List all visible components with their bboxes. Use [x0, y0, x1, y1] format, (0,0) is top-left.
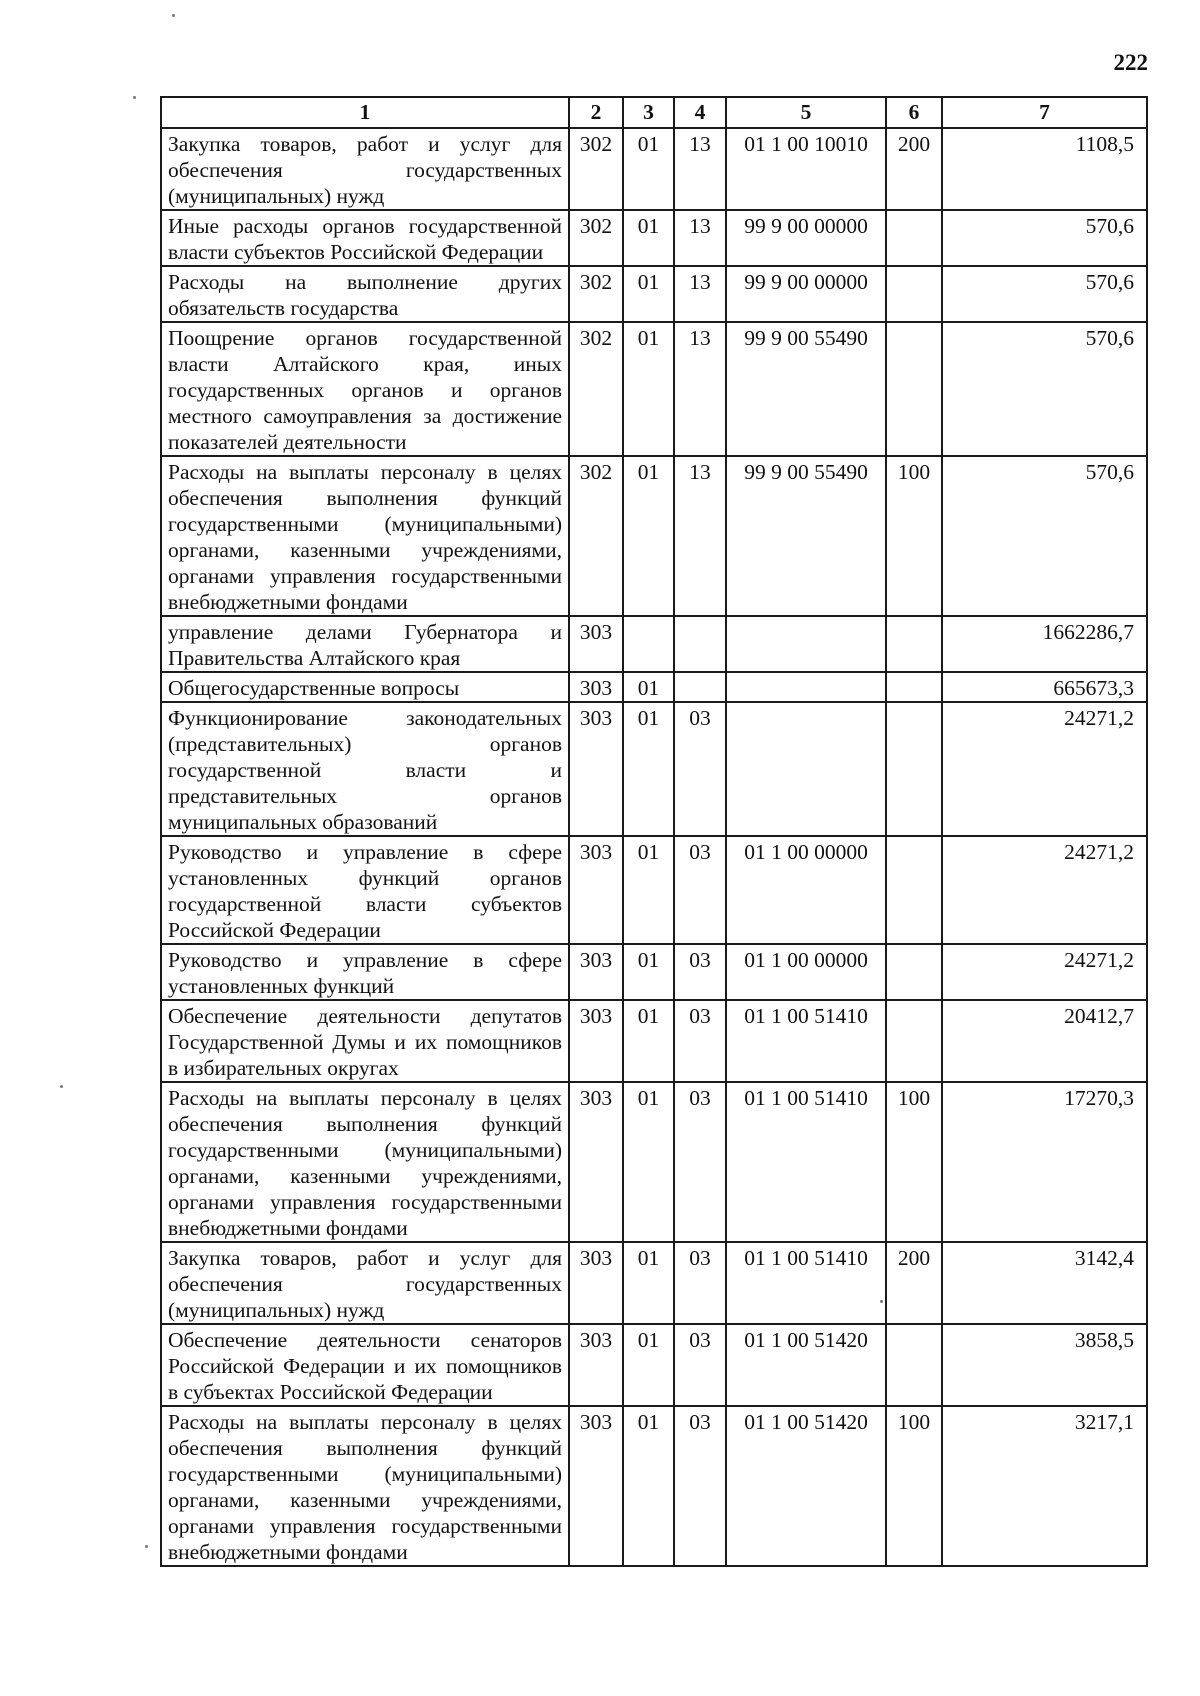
department-code-cell: 302	[569, 266, 623, 322]
section-code-cell: 01	[623, 702, 674, 836]
expense-type-cell	[886, 1000, 942, 1082]
amount-cell: 570,6	[942, 210, 1147, 266]
target-item-cell: 01 1 00 51410	[726, 1000, 886, 1082]
section-code-cell: 01	[623, 1324, 674, 1406]
target-item-cell: 99 9 00 55490	[726, 322, 886, 456]
header-cell: 5	[726, 97, 886, 128]
expense-name-cell: управление делами Губернатора и Правительства Алтайского края	[161, 616, 569, 672]
expense-type-cell	[886, 836, 942, 944]
table-row	[161, 266, 1147, 322]
expense-name-cell: Руководство и управление в сфере установленных функций	[161, 944, 569, 1000]
subsection-code-cell: 03	[674, 944, 726, 1000]
target-item-cell: 01 1 00 51410	[726, 1082, 886, 1242]
amount-cell: 24271,2	[942, 836, 1147, 944]
table-row	[161, 128, 1147, 210]
expense-name-cell: Закупка товаров, работ и услуг для обеспечения государственных (муниципальных) нужд	[161, 1242, 569, 1324]
section-code-cell: 01	[623, 1082, 674, 1242]
scan-speck	[172, 14, 175, 17]
header-cell: 3	[623, 97, 674, 128]
table-row	[161, 616, 1147, 672]
department-code-cell: 303	[569, 944, 623, 1000]
department-code-cell: 302	[569, 210, 623, 266]
subsection-code-cell: 03	[674, 702, 726, 836]
subsection-code-cell: 03	[674, 836, 726, 944]
expense-name-cell: Обеспечение деятельности депутатов Государственной Думы и их помощников в избирательных округах	[161, 1000, 569, 1082]
amount-cell: 1662286,7	[942, 616, 1147, 672]
header-cell: 7	[942, 97, 1147, 128]
target-item-cell: 01 1 00 51420	[726, 1406, 886, 1566]
expense-name-cell: Руководство и управление в сфере установленных функций органов государственной власти субъектов Российской Федерации	[161, 836, 569, 944]
table-row	[161, 1406, 1147, 1566]
expense-type-cell	[886, 672, 942, 702]
target-item-cell	[726, 702, 886, 836]
scan-speck	[145, 1545, 148, 1548]
amount-cell: 3217,1	[942, 1406, 1147, 1566]
amount-cell: 570,6	[942, 456, 1147, 616]
section-code-cell: 01	[623, 1406, 674, 1566]
table-body	[161, 128, 1147, 1566]
section-code-cell: 01	[623, 672, 674, 702]
department-code-cell: 303	[569, 616, 623, 672]
expense-type-cell: 200	[886, 1242, 942, 1324]
table-row	[161, 1242, 1147, 1324]
expense-type-cell: 100	[886, 456, 942, 616]
expense-name-cell: Расходы на выплаты персоналу в целях обеспечения выполнения функций государственными (муниципальными) органами, казенными учреждениями, органами управления государственными внебюджетными фондами	[161, 1406, 569, 1566]
section-code-cell: 01	[623, 322, 674, 456]
section-code-cell: 01	[623, 266, 674, 322]
subsection-code-cell: 13	[674, 210, 726, 266]
section-code-cell: 01	[623, 1242, 674, 1324]
section-code-cell: 01	[623, 210, 674, 266]
subsection-code-cell: 13	[674, 322, 726, 456]
subsection-code-cell: 03	[674, 1324, 726, 1406]
table-row	[161, 836, 1147, 944]
expense-type-cell	[886, 702, 942, 836]
expense-type-cell: 100	[886, 1082, 942, 1242]
amount-cell: 17270,3	[942, 1082, 1147, 1242]
table-row	[161, 1000, 1147, 1082]
expense-name-cell: Функционирование законодательных (представительных) органов государственной власти и представительных органов муниципальных образований	[161, 702, 569, 836]
expense-type-cell: 100	[886, 1406, 942, 1566]
table-row	[161, 456, 1147, 616]
expense-type-cell	[886, 616, 942, 672]
header-cell: 4	[674, 97, 726, 128]
subsection-code-cell	[674, 672, 726, 702]
table-row	[161, 322, 1147, 456]
section-code-cell	[623, 616, 674, 672]
header-row	[161, 97, 1147, 128]
scan-speck	[133, 96, 136, 99]
expense-name-cell: Расходы на выплаты персоналу в целях обеспечения выполнения функций государственными (муниципальными) органами, казенными учреждениями, органами управления государственными внебюджетными фондами	[161, 456, 569, 616]
table-header	[161, 97, 1147, 128]
subsection-code-cell: 03	[674, 1082, 726, 1242]
expense-name-cell: Общегосударственные вопросы	[161, 672, 569, 702]
department-code-cell: 302	[569, 128, 623, 210]
page-number: 222	[1113, 50, 1148, 75]
budget-table	[160, 96, 1148, 1567]
department-code-cell: 303	[569, 702, 623, 836]
target-item-cell: 99 9 00 55490	[726, 456, 886, 616]
subsection-code-cell	[674, 616, 726, 672]
amount-cell: 3142,4	[942, 1242, 1147, 1324]
target-item-cell: 01 1 00 00000	[726, 944, 886, 1000]
table-row	[161, 210, 1147, 266]
section-code-cell: 01	[623, 128, 674, 210]
department-code-cell: 303	[569, 1000, 623, 1082]
expense-type-cell	[886, 944, 942, 1000]
scan-speck	[60, 1085, 63, 1088]
subsection-code-cell: 13	[674, 456, 726, 616]
department-code-cell: 303	[569, 1324, 623, 1406]
scan-speck	[880, 1300, 883, 1303]
amount-cell: 24271,2	[942, 702, 1147, 836]
expense-name-cell: Закупка товаров, работ и услуг для обеспечения государственных (муниципальных) нужд	[161, 128, 569, 210]
target-item-cell: 01 1 00 51410	[726, 1242, 886, 1324]
department-code-cell: 303	[569, 672, 623, 702]
expense-type-cell: 200	[886, 128, 942, 210]
subsection-code-cell: 03	[674, 1000, 726, 1082]
department-code-cell: 303	[569, 1242, 623, 1324]
expense-name-cell: Расходы на выплаты персоналу в целях обеспечения выполнения функций государственными (муниципальными) органами, казенными учреждениями, органами управления государственными внебюджетными фондами	[161, 1082, 569, 1242]
table-row	[161, 944, 1147, 1000]
amount-cell: 665673,3	[942, 672, 1147, 702]
expense-name-cell: Иные расходы органов государственной власти субъектов Российской Федерации	[161, 210, 569, 266]
subsection-code-cell: 03	[674, 1406, 726, 1566]
subsection-code-cell: 03	[674, 1242, 726, 1324]
expense-type-cell	[886, 1324, 942, 1406]
target-item-cell	[726, 616, 886, 672]
expense-name-cell: Расходы на выполнение других обязательств государства	[161, 266, 569, 322]
header-cell: 1	[161, 97, 569, 128]
department-code-cell: 303	[569, 1082, 623, 1242]
expense-type-cell	[886, 210, 942, 266]
section-code-cell: 01	[623, 836, 674, 944]
subsection-code-cell: 13	[674, 128, 726, 210]
amount-cell: 1108,5	[942, 128, 1147, 210]
department-code-cell: 303	[569, 1406, 623, 1566]
expense-name-cell: Обеспечение деятельности сенаторов Российской Федерации и их помощников в субъектах Российской Федерации	[161, 1324, 569, 1406]
table-row	[161, 1324, 1147, 1406]
target-item-cell: 99 9 00 00000	[726, 266, 886, 322]
amount-cell: 20412,7	[942, 1000, 1147, 1082]
target-item-cell: 01 1 00 10010	[726, 128, 886, 210]
department-code-cell: 302	[569, 456, 623, 616]
expense-type-cell	[886, 266, 942, 322]
expense-type-cell	[886, 322, 942, 456]
target-item-cell: 01 1 00 51420	[726, 1324, 886, 1406]
section-code-cell: 01	[623, 944, 674, 1000]
department-code-cell: 303	[569, 836, 623, 944]
section-code-cell: 01	[623, 1000, 674, 1082]
table-row	[161, 1082, 1147, 1242]
target-item-cell: 99 9 00 00000	[726, 210, 886, 266]
table-row	[161, 702, 1147, 836]
expense-name-cell: Поощрение органов государственной власти Алтайского края, иных государственных органов и органов местного самоуправления за достижение показателей деятельности	[161, 322, 569, 456]
amount-cell: 570,6	[942, 322, 1147, 456]
header-cell: 6	[886, 97, 942, 128]
table-row	[161, 672, 1147, 702]
department-code-cell: 302	[569, 322, 623, 456]
subsection-code-cell: 13	[674, 266, 726, 322]
amount-cell: 570,6	[942, 266, 1147, 322]
amount-cell: 3858,5	[942, 1324, 1147, 1406]
section-code-cell: 01	[623, 456, 674, 616]
target-item-cell: 01 1 00 00000	[726, 836, 886, 944]
header-cell: 2	[569, 97, 623, 128]
target-item-cell	[726, 672, 886, 702]
amount-cell: 24271,2	[942, 944, 1147, 1000]
